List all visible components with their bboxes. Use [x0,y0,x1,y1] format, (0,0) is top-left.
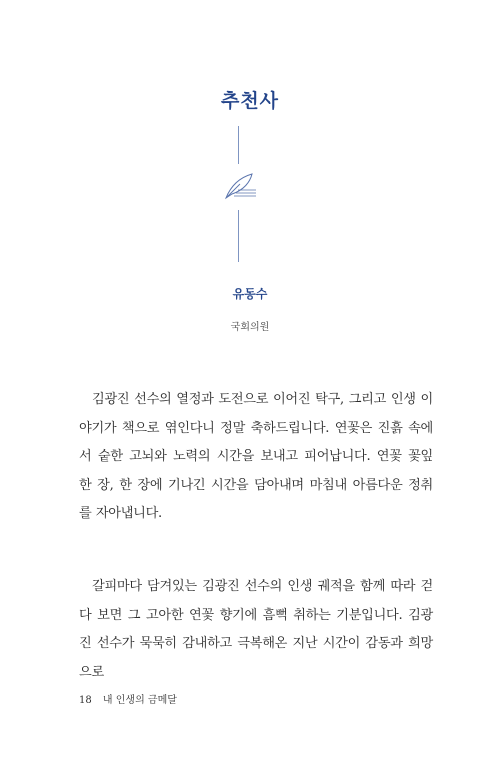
divider-line-top [238,126,239,164]
body-paragraph: 김광진 선수의 열정과 도전으로 이어진 탁구, 그리고 인생 이야기가 책으로 엮인다니 정말 축하드립니다. 연꽃은 진흙 속에서 숱한 고뇌와 노력의 시간을 보내고 피어납니다. 연꽃 꽃잎 한 장, 한 장에 기나긴 시간을 담아내며 마침내 아름다운 정취를 자아냅니다. [79,392,433,522]
page-title: 추천사 [220,90,280,112]
author-name: 유동수 [232,287,268,301]
author-title: 국회의원 [230,322,270,333]
page-number: 18 [79,695,92,706]
divider-line-bottom [238,210,239,262]
page-footer [79,691,177,706]
running-book-title: 내 인생의 금메달 [102,695,177,706]
quill-feather-icon [222,168,260,204]
body-paragraph: 갈피마다 담겨있는 김광진 선수의 인생 궤적을 함께 따라 걷다 보면 그 고아한 연꽃 향기에 흠뻑 취하는 기분입니다. 김광진 선수가 묵묵히 감내하고 극복해온 지난 시간이 감동과 희망으로 [79,579,433,680]
